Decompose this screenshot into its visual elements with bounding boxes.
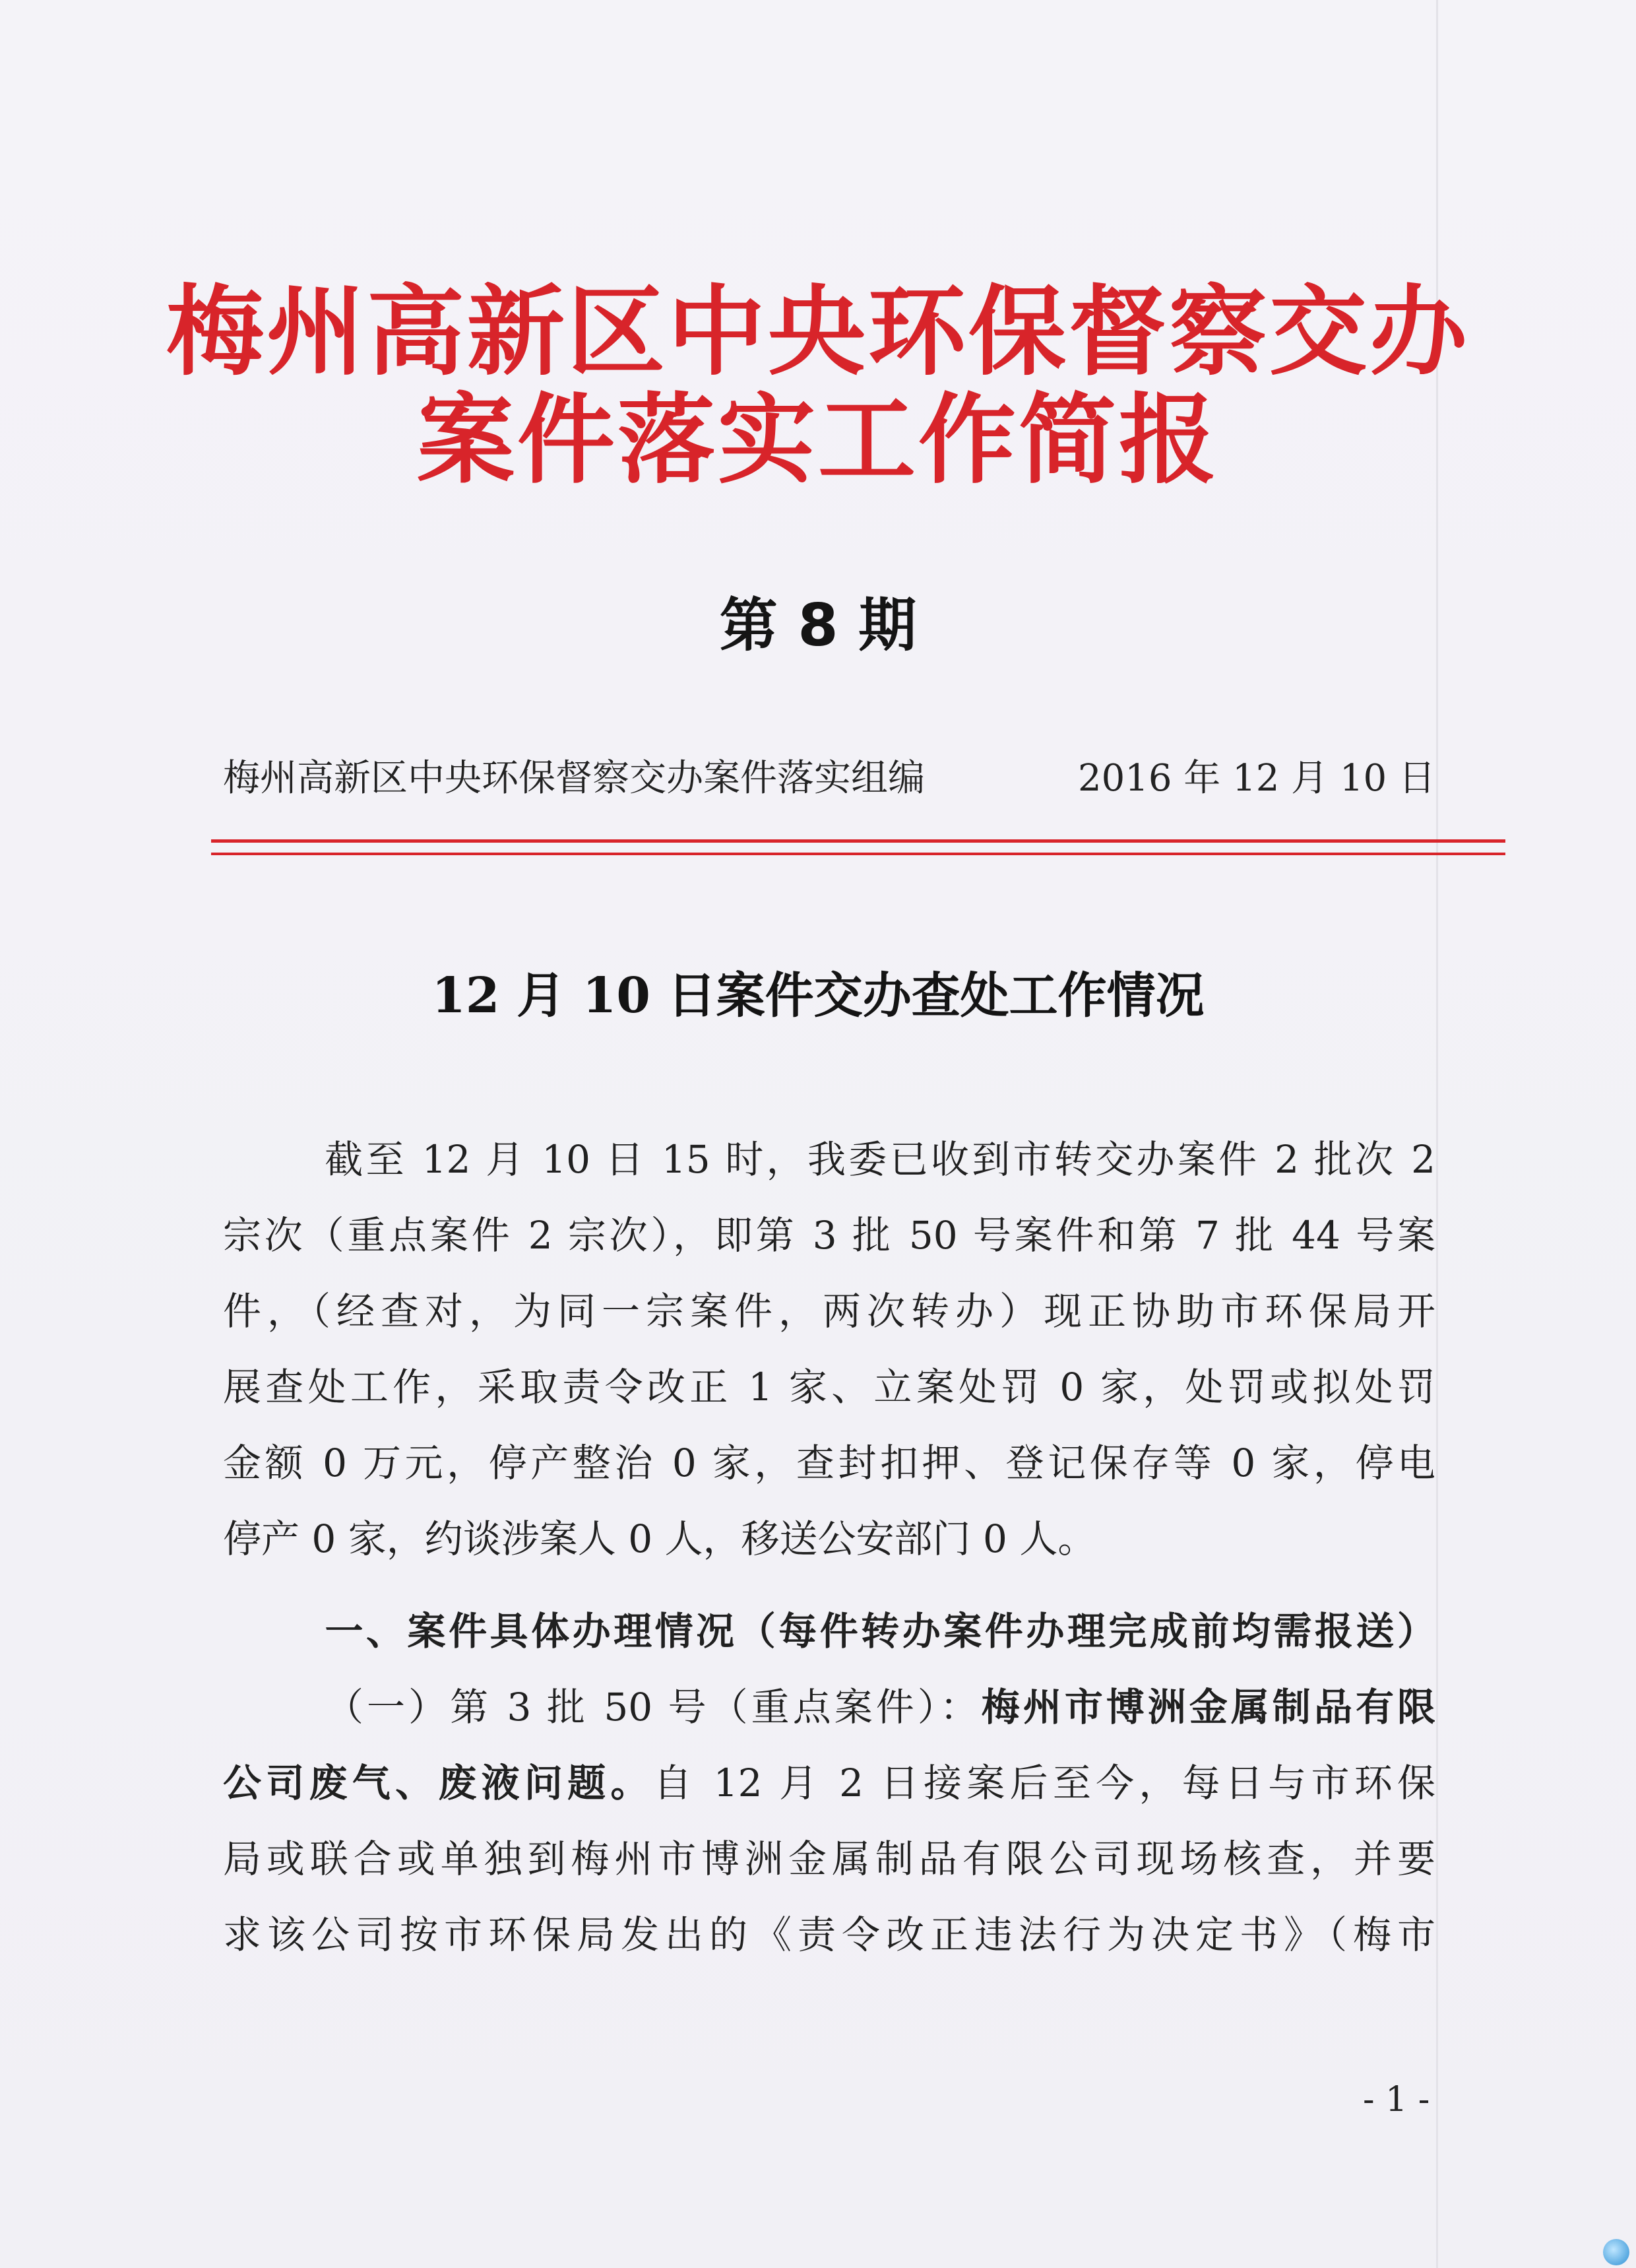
case-line: 局或联合或单独到梅州市博洲金属制品有限公司现场核查，并要 (223, 1836, 1435, 1881)
summary-line: 件，（经查对，为同一宗案件，两次转办）现正协助市环保局开 (223, 1289, 1435, 1334)
case-line: 求该公司按市环保局发出的《责令改正违法行为决定书》（梅市 (223, 1912, 1435, 1957)
summary-line: 截至 12 月 10 日 15 时，我委已收到市转交办案件 2 批次 2 (322, 1137, 1435, 1182)
red-rule-bottom (211, 853, 1505, 855)
red-rule-top (211, 839, 1505, 843)
summary-paragraph (223, 1122, 1435, 1577)
case-paragraph (223, 1669, 1435, 1973)
bulletin-title-line1: 梅州高新区中央环保督察交办 (166, 275, 1470, 389)
summary-line: 宗次（重点案件 2 宗次），即第 3 批 50 号案件和第 7 批 44 号案 (223, 1213, 1435, 1258)
editor-line (223, 749, 1435, 802)
section-heading (223, 1594, 1435, 1669)
issue-date: 2016 年 12 月 10 日 (1077, 757, 1435, 800)
watermark-badge-icon (1603, 2239, 1629, 2265)
case-line: 公司废气、废液问题。自 12 月 2 日接案后至今，每日与市环保 (223, 1761, 1435, 1805)
editor-org: 梅州高新区中央环保督察交办案件落实组编 (223, 757, 925, 800)
summary-line: 停产 0 家，约谈涉案人 0 人，移送公安部门 0 人。 (223, 1516, 1096, 1561)
report-heading: 12 月 10 日案件交办查处工作情况 (431, 967, 1205, 1024)
page-number: - 1 - (1363, 2080, 1430, 2120)
issue-number: 第 8 期 (719, 591, 917, 659)
bulletin-title-line2: 案件落实工作简报 (417, 383, 1219, 497)
case-line: （一）第 3 批 50 号（重点案件）：梅州市博洲金属制品有限 (322, 1685, 1435, 1730)
summary-line: 金额 0 万元，停产整治 0 家，查封扣押、登记保存等 0 家，停电 (223, 1441, 1435, 1485)
summary-line: 展查处工作，采取责令改正 1 家、立案处罚 0 家，处罚或拟处罚 (223, 1365, 1435, 1409)
section-heading-text: 一、案件具体办理情况（每件转办案件办理完成前均需报送） (322, 1609, 1435, 1654)
